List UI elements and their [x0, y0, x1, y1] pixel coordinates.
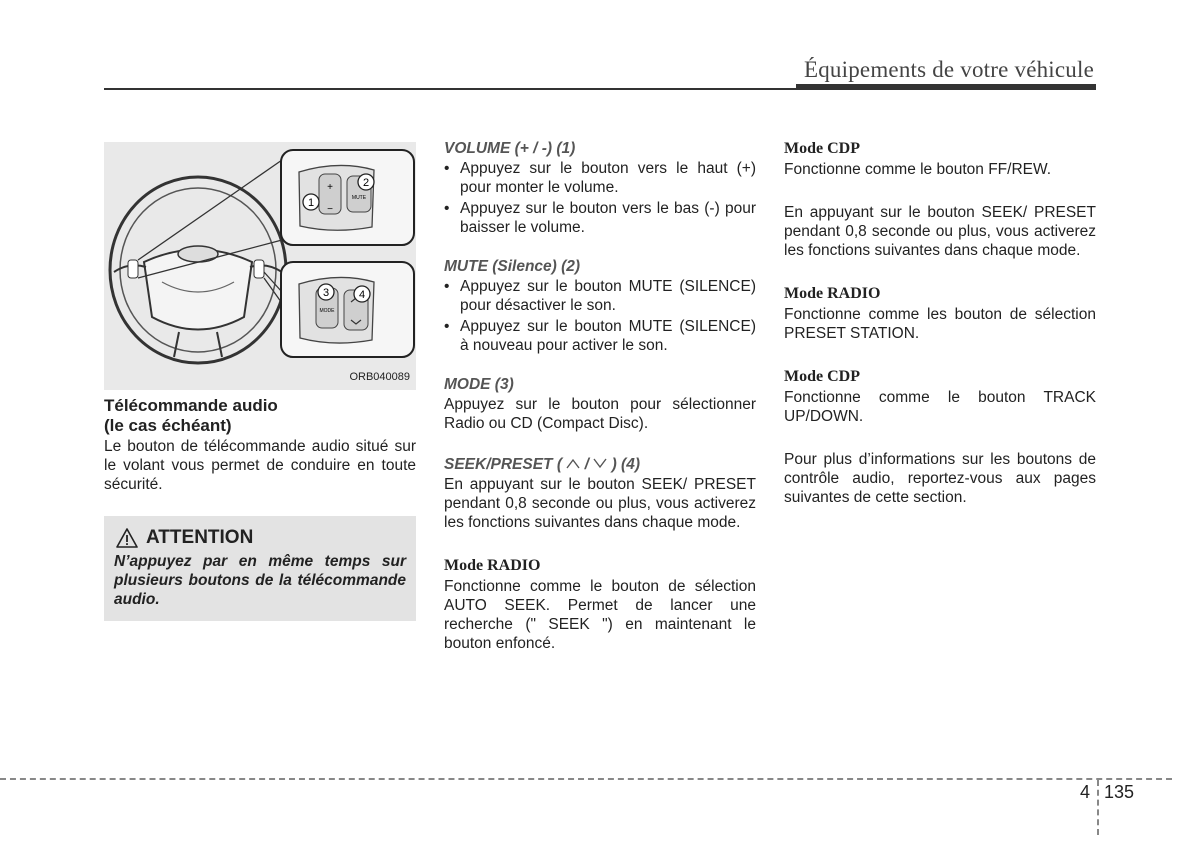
- mute-title: MUTE (Silence) (2): [444, 258, 581, 275]
- list-item: • Appuyez sur le bouton vers le bas (-) pour baisser le volume.: [444, 199, 756, 237]
- column-right: [784, 139, 1096, 507]
- seek-paragraph: En appuyant sur le bouton SEEK/ PRESET pendant 0,8 seconde ou plus, vous activerez les fonctions suivantes dans chaque mode.: [444, 476, 756, 531]
- list-item: • Appuyez sur le bouton vers le haut (+) pour monter le volume.: [444, 159, 756, 197]
- chapter-number: 4: [1080, 782, 1091, 802]
- seek-title-prefix: SEEK/PRESET (: [444, 456, 562, 473]
- mode-title: MODE (3): [444, 376, 514, 393]
- header-rule: [104, 88, 1096, 90]
- mode-cdp-paragraph-2: Fonctionne comme le bouton TRACK UP/DOWN.: [784, 389, 1096, 425]
- mode-button-label: MODE: [319, 308, 335, 314]
- volume-title: VOLUME (+ / -) (1): [444, 140, 576, 157]
- page-number: 135: [1104, 782, 1135, 802]
- figure-code: ORB040089: [349, 371, 410, 383]
- list-item: • Appuyez sur le bouton MUTE (SILENCE) à nouveau pour activer le son.: [444, 317, 756, 355]
- section-heading-line2: (le cas échéant): [104, 416, 232, 435]
- list-item: • Appuyez sur le bouton MUTE (SILENCE) pour désactiver le son.: [444, 277, 756, 315]
- column-middle: [444, 139, 756, 653]
- attention-title: ATTENTION: [146, 527, 254, 548]
- mode-cdp-heading-2: Mode CDP: [784, 368, 860, 385]
- callout-3-label: 3: [322, 287, 330, 299]
- svg-text:+: +: [327, 182, 333, 193]
- section-heading: [104, 396, 416, 436]
- steering-wheel-illustration: [104, 142, 416, 390]
- chevron-up-icon: [566, 458, 580, 469]
- warning-triangle-icon: [116, 528, 138, 548]
- mode-paragraph: Appuyez sur le bouton pour sélectionner Radio ou CD (Compact Disc).: [444, 396, 756, 432]
- mode-cdp-paragraph: Fonctionne comme le bouton FF/REW.: [784, 161, 1052, 178]
- running-header: Équipements de votre véhicule: [803, 57, 1094, 82]
- attention-title-row: [114, 526, 406, 550]
- mode-radio-heading-2: Mode RADIO: [784, 285, 881, 302]
- svg-text:−: −: [327, 204, 333, 215]
- chevron-down-icon: [593, 458, 607, 469]
- intro-paragraph: Le bouton de télécommande audio situé sur le volant vous permet de conduire en toute sécurité.: [104, 438, 416, 493]
- footer-rule: [0, 778, 1172, 780]
- callout-1-label: 1: [307, 197, 315, 209]
- seek-title-suffix: ) (4): [611, 456, 640, 473]
- mode-radio-heading: Mode RADIO: [444, 557, 541, 574]
- mute-list: [444, 277, 756, 355]
- steering-wheel-figure: [104, 142, 416, 390]
- volume-list: [444, 159, 756, 237]
- mode-cdp-heading: Mode CDP: [784, 140, 860, 157]
- footer-divider: [1097, 780, 1099, 835]
- callout-4-label: 4: [358, 289, 366, 301]
- mode-radio-paragraph-2: Fonctionne comme les bouton de sélection PRESET STATION.: [784, 306, 1096, 342]
- seek-title-mid: /: [584, 456, 589, 473]
- attention-body: N’appuyez par en même temps sur plusieurs boutons de la télécommande audio.: [114, 553, 406, 608]
- callout-2-label: 2: [362, 177, 370, 189]
- attention-box: [104, 516, 416, 621]
- seek-title: [444, 455, 756, 474]
- section-heading-line1: Télécommande audio: [104, 396, 278, 415]
- column-left: [104, 142, 416, 621]
- long-press-paragraph: En appuyant sur le bouton SEEK/ PRESET pendant 0,8 seconde ou plus, vous activerez les fonctions suivantes dans chaque mode.: [784, 204, 1096, 259]
- more-info-paragraph: Pour plus d’informations sur les boutons de contrôle audio, reportez-vous aux pages suivantes de cette section.: [784, 451, 1096, 506]
- mute-button-label: MUTE: [351, 195, 367, 201]
- mode-radio-paragraph: Fonctionne comme le bouton de sélection AUTO SEEK. Permet de lancer une recherche (" SEEK ") en maintenant le bouton enfoncé.: [444, 578, 756, 652]
